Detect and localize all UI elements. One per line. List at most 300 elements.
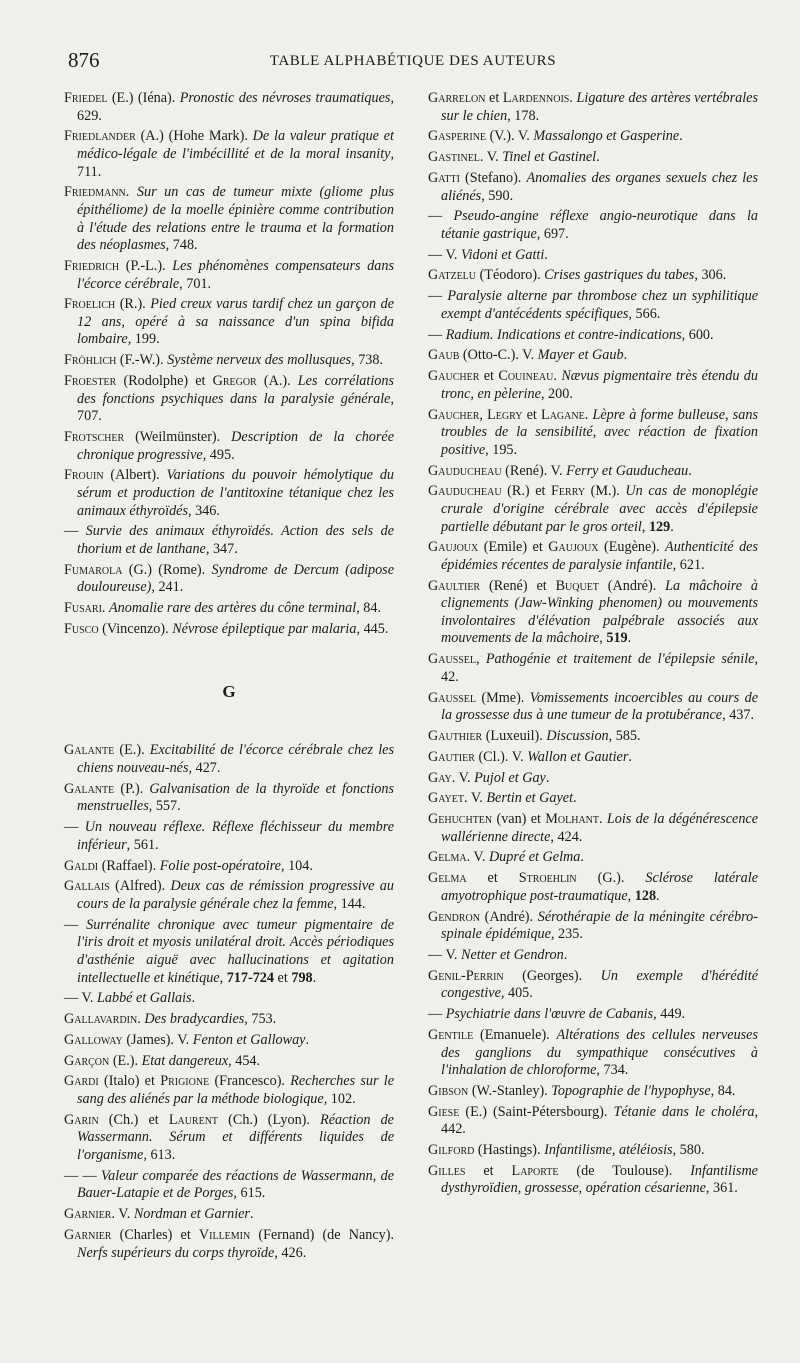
index-entry bbox=[428, 539, 758, 574]
index-entry bbox=[428, 1142, 758, 1160]
entry-text: , bbox=[479, 406, 488, 423]
author-name: Genil-Perrin bbox=[428, 967, 504, 984]
work-title: Survie des animaux éthyroïdés. Action des sels de thorium et de lanthane bbox=[77, 523, 395, 557]
work-title: Ferry et Gauducheau bbox=[566, 462, 689, 479]
author-name: Laurent bbox=[168, 1111, 219, 1128]
work-title: Massalongo et Gasperine bbox=[533, 128, 680, 145]
author-name: Gauducheau bbox=[428, 483, 502, 500]
entry-text: , 707. bbox=[77, 390, 394, 425]
entry-text: (E.). bbox=[109, 1052, 142, 1069]
index-entry bbox=[64, 467, 394, 520]
entry-text: , 734. bbox=[596, 1062, 629, 1079]
index-entry bbox=[428, 749, 758, 767]
entry-text: (E.). bbox=[114, 742, 150, 759]
work-title: Fenton et Galloway bbox=[192, 1031, 306, 1048]
entry-text: , 561. bbox=[126, 836, 159, 853]
work-title: La mâchoire à clignements (Jaw-Winking phenomen) ou mouvements involontaires d'élévation palpébrale associés aux mouvements de la mâchoire bbox=[441, 577, 759, 647]
work-title: Altérations des cellules nerveuses des ganglions du sympathique consécutives à l'inhalation de chloroforme bbox=[441, 1026, 758, 1079]
index-entry bbox=[428, 288, 758, 323]
entry-text: (Cl.). V. bbox=[474, 748, 528, 765]
entry-text: , 346. bbox=[187, 502, 220, 519]
work-title: Nordman et Garnier bbox=[133, 1206, 250, 1223]
entry-text: (W.-Stanley). bbox=[468, 1082, 552, 1099]
entry-text: — bbox=[428, 326, 446, 343]
entry-text: . V. bbox=[111, 1206, 134, 1223]
index-entry bbox=[64, 373, 394, 426]
entry-text: (van) et bbox=[492, 811, 546, 828]
entry-text: (E.) (Saint-Pétersbourg). bbox=[459, 1103, 614, 1120]
index-entry bbox=[428, 578, 758, 648]
author-name: Couineau bbox=[498, 368, 554, 385]
author-name: Molhant bbox=[545, 811, 600, 828]
entry-text: . bbox=[305, 1031, 310, 1048]
entry-text: , 405. bbox=[500, 985, 533, 1002]
entry-text: (Vincenzo). bbox=[98, 620, 173, 637]
author-name: Gatzelu bbox=[428, 267, 477, 284]
left-column bbox=[64, 90, 394, 1265]
work-title: Valeur comparée des réactions de Wassermann, de Bauer-Latapie et de Porges bbox=[77, 1167, 394, 1202]
entry-text: (Charles) et bbox=[111, 1226, 199, 1243]
author-name: Gaujoux bbox=[428, 539, 479, 556]
author-name: Gallavardin bbox=[64, 1011, 138, 1028]
work-title: Labbé et Gallais bbox=[97, 990, 192, 1007]
entry-text: (Mme). bbox=[476, 689, 530, 706]
author-name: Gendron bbox=[428, 908, 480, 925]
index-entry bbox=[64, 742, 394, 777]
entry-text: (E.) (Iéna). bbox=[107, 90, 180, 106]
entry-text: (V.). V. bbox=[486, 128, 534, 145]
page-ref-bold: 128 bbox=[634, 887, 657, 904]
work-title: Ligature des artères vertébrales sur le chien bbox=[441, 90, 758, 124]
index-entry bbox=[428, 247, 758, 265]
work-title: Psychiatrie dans l'œuvre de Cabanis bbox=[445, 1006, 654, 1023]
entry-text: , bbox=[627, 887, 635, 904]
index-entry bbox=[64, 1053, 394, 1071]
entry-text: — bbox=[64, 819, 85, 836]
entry-text: , 241. bbox=[151, 579, 184, 596]
entry-text: — V. bbox=[428, 246, 461, 263]
entry-text: (Téodoro). bbox=[476, 267, 545, 284]
author-name: Garrelon bbox=[428, 90, 486, 106]
entry-text: et bbox=[466, 870, 519, 887]
work-title: Deux cas de rémission progressive au cours de la paralysie générale chez la femme bbox=[77, 878, 394, 912]
entry-text: (André). bbox=[479, 908, 538, 925]
entry-text: . V. bbox=[466, 849, 489, 866]
entry-text: , 711. bbox=[77, 145, 394, 180]
work-title: Wallon et Gautier bbox=[527, 748, 629, 765]
entry-text: , 445. bbox=[356, 620, 389, 637]
author-name: Gregor bbox=[212, 373, 257, 390]
work-title: Infantilisme, atéléiosis bbox=[544, 1142, 673, 1159]
entry-text: , 361. bbox=[705, 1180, 738, 1197]
entry-text: , 102. bbox=[323, 1091, 356, 1108]
entry-text: . bbox=[563, 947, 568, 963]
work-title: Névrose épileptique par malaria bbox=[172, 620, 357, 637]
index-entry bbox=[64, 878, 394, 913]
author-name: Lardennois bbox=[502, 90, 570, 106]
author-name: Fumarola bbox=[64, 561, 123, 578]
entry-text: — bbox=[64, 523, 86, 540]
entry-text: — — bbox=[64, 1167, 102, 1184]
page-ref-bold: 129 bbox=[648, 518, 671, 535]
author-name: Friedlander bbox=[64, 128, 136, 145]
index-entry bbox=[64, 781, 394, 816]
entry-text: , 613. bbox=[143, 1147, 176, 1163]
entry-text: et bbox=[479, 368, 499, 385]
entry-text: , 104. bbox=[280, 857, 313, 874]
entry-text: (G.) (Rome). bbox=[122, 561, 212, 578]
entry-text: , 557. bbox=[148, 798, 181, 815]
page-number: 876 bbox=[68, 48, 100, 72]
entry-text: . bbox=[596, 149, 600, 166]
index-entry bbox=[64, 429, 394, 464]
index-entry bbox=[428, 463, 758, 481]
work-title: Radium. Indications et contre-indications bbox=[445, 326, 682, 343]
entry-text: . bbox=[679, 128, 683, 145]
entry-text: . bbox=[545, 769, 550, 786]
entry-text: , 347. bbox=[205, 540, 238, 557]
entry-text: — V. bbox=[64, 990, 97, 1007]
work-title: Vidoni et Gatti bbox=[461, 246, 545, 263]
entry-text: . bbox=[627, 630, 632, 647]
entry-text: . bbox=[623, 347, 628, 364]
index-entry bbox=[64, 990, 394, 1008]
entry-text: . bbox=[125, 184, 137, 201]
entry-text: (Emanuele). bbox=[473, 1026, 557, 1043]
work-title: Authenticité des épidémies récentes de paralysie infantile bbox=[441, 539, 758, 573]
right-column bbox=[428, 90, 758, 1201]
entry-text: . V. bbox=[451, 769, 475, 786]
work-title: Tétanie dans le choléra bbox=[613, 1103, 755, 1120]
entry-text: (M.). bbox=[585, 483, 626, 500]
entry-text: et bbox=[522, 406, 542, 423]
work-title: Crises gastriques du tabes bbox=[544, 267, 695, 284]
index-entry bbox=[428, 1027, 758, 1080]
author-name: Gaussel bbox=[428, 689, 477, 706]
entry-text: . bbox=[584, 406, 593, 423]
entry-text: . bbox=[599, 811, 607, 828]
author-name: Laporte bbox=[511, 1162, 559, 1179]
work-title: De la valeur pratique et médico-légale de l'imbécillité et de la moral insanity bbox=[77, 128, 394, 162]
page-ref-bold: 717-724 bbox=[226, 969, 274, 986]
index-entry bbox=[64, 1032, 394, 1050]
author-name: Gatti bbox=[428, 169, 460, 186]
work-title: Pujol et Gay bbox=[474, 769, 546, 786]
entry-text: . bbox=[688, 462, 692, 479]
index-entry bbox=[428, 1163, 758, 1198]
entry-text: . V. bbox=[479, 149, 503, 166]
index-entry bbox=[64, 296, 394, 349]
entry-text: . bbox=[249, 1206, 254, 1223]
index-entry bbox=[428, 651, 758, 686]
index-entry bbox=[428, 690, 758, 725]
author-name: Froester bbox=[64, 373, 117, 390]
index-entry bbox=[64, 258, 394, 293]
entry-text: (Eugène). bbox=[598, 539, 666, 556]
index-entry bbox=[428, 128, 758, 146]
index-entry bbox=[64, 562, 394, 597]
index-entry bbox=[64, 523, 394, 558]
index-entry bbox=[428, 90, 758, 125]
entry-text: et bbox=[465, 1162, 512, 1179]
entry-text: , 424. bbox=[550, 828, 583, 845]
entry-text: . bbox=[569, 90, 577, 106]
author-name: Gauducheau bbox=[428, 462, 502, 479]
author-name: Gasperine bbox=[428, 128, 487, 145]
entry-text: . bbox=[191, 990, 196, 1007]
entry-text: , 615. bbox=[233, 1185, 266, 1202]
author-name: Froelich bbox=[64, 296, 116, 313]
index-entry bbox=[64, 184, 394, 254]
work-title: Variations du pouvoir hémolytique du sérum et production de l'antitoxine tétanique chez les animaux éthyroïdés bbox=[77, 467, 395, 519]
entry-text: , 42. bbox=[441, 651, 758, 685]
author-name: Galante bbox=[64, 780, 115, 797]
work-title: Les corrélations des fonctions psychiques dans la paralysie générale bbox=[77, 373, 394, 407]
entry-text: (Rodolphe) et bbox=[116, 373, 213, 390]
work-title: Vomissements incoercibles au cours de la grossesse dus à une tumeur de la protubérance bbox=[441, 689, 758, 724]
author-name: Ferry bbox=[551, 483, 586, 500]
work-title: Topographie de l'hypophyse bbox=[551, 1082, 711, 1099]
work-title: Sclérose latérale amyotrophique post-traumatique bbox=[441, 870, 758, 904]
index-entry bbox=[428, 909, 758, 944]
index-entry bbox=[428, 811, 758, 846]
work-title: Système nerveux des mollusques bbox=[167, 352, 352, 369]
entry-text: , 84. bbox=[710, 1082, 736, 1099]
entry-text: — V. bbox=[428, 947, 461, 963]
author-name: Galdi bbox=[64, 857, 99, 874]
entry-text: , bbox=[641, 518, 649, 535]
entry-text: , 235. bbox=[550, 926, 583, 943]
work-title: Pronostic des névroses traumatiques bbox=[179, 90, 391, 106]
author-name: Gaussel bbox=[428, 651, 477, 668]
work-title: Anomalie rare des artères du cône terminal bbox=[109, 600, 357, 617]
author-name: Gehuchten bbox=[428, 811, 493, 828]
index-entry bbox=[428, 849, 758, 867]
index-entry bbox=[428, 870, 758, 905]
entry-text: . bbox=[628, 748, 632, 765]
index-entry bbox=[64, 917, 394, 987]
author-name: Garin bbox=[64, 1111, 99, 1128]
entry-text: (Italo) et bbox=[98, 1073, 161, 1090]
entry-text: , 590. bbox=[481, 187, 514, 204]
work-title: Des bradycardies bbox=[144, 1011, 245, 1028]
author-name: Fusari bbox=[64, 600, 102, 617]
author-name: Giese bbox=[428, 1103, 460, 1120]
author-name: Frotscher bbox=[64, 429, 125, 445]
index-entry bbox=[64, 128, 394, 181]
work-title: Paralysie alterne par thrombose chez un syphilitique exempt d'antécédents spécifiques bbox=[441, 288, 759, 322]
author-name: Friedmann bbox=[64, 184, 126, 201]
author-name: Garçon bbox=[64, 1052, 110, 1069]
index-entry bbox=[428, 170, 758, 205]
author-name: Gilford bbox=[428, 1142, 475, 1159]
entry-text: , 495. bbox=[202, 446, 235, 463]
index-entry bbox=[64, 1227, 394, 1262]
entry-text: (James). V. bbox=[122, 1031, 193, 1048]
page-ref-bold: 798 bbox=[291, 969, 313, 986]
work-title: Pied creux varus tardif chez un garçon de 12 ans, opéré à sa naissance d'un spina bifida lombaire bbox=[77, 296, 394, 348]
entry-text: , 195. bbox=[485, 441, 518, 458]
author-name: Stroehlin bbox=[518, 870, 577, 887]
work-title: Netter et Gendron bbox=[461, 947, 564, 963]
entry-text: , 629. bbox=[77, 90, 394, 124]
entry-text: (P.-L.). bbox=[119, 257, 173, 274]
entry-text: . bbox=[656, 887, 660, 904]
entry-text: , bbox=[599, 630, 607, 647]
author-name: Prigione bbox=[160, 1073, 210, 1090]
entry-text: (Ch.) (Lyon). bbox=[218, 1111, 321, 1128]
entry-text: (Otto-C.). V. bbox=[459, 347, 538, 364]
entry-text: (Fernand) (de Nancy). bbox=[250, 1226, 394, 1243]
entry-text: , 178. bbox=[507, 107, 540, 124]
entry-text: . bbox=[101, 600, 109, 617]
work-title: Sérothérapie de la méningite cérébro-spinale épidémique bbox=[441, 908, 758, 943]
work-title: Anomalies des organes sexuels chez les aliénés bbox=[441, 169, 758, 204]
author-name: Buquet bbox=[555, 577, 599, 594]
work-title: Dupré et Gelma bbox=[488, 849, 581, 866]
entry-text: , 697. bbox=[536, 225, 569, 242]
work-title: Tinel et Gastinel bbox=[502, 149, 597, 166]
entry-text: , 84. bbox=[356, 600, 382, 617]
entry-text: , 200. bbox=[540, 385, 573, 402]
author-name: Fröhlich bbox=[64, 352, 117, 369]
entry-text: (Stefano). bbox=[459, 169, 527, 186]
author-name: Gentile bbox=[428, 1026, 474, 1043]
index-entry bbox=[428, 728, 758, 746]
author-name: Galante bbox=[64, 742, 115, 759]
entry-text: et bbox=[274, 969, 292, 986]
index-entry bbox=[428, 267, 758, 285]
page-header bbox=[68, 44, 758, 80]
author-name: Friedel bbox=[64, 90, 108, 106]
entry-text: . bbox=[137, 1011, 145, 1028]
index-entry bbox=[64, 621, 394, 639]
entry-text: (R.). bbox=[115, 296, 151, 313]
entry-text: , 600. bbox=[681, 326, 714, 343]
author-name: Gelma bbox=[428, 849, 467, 866]
work-title: Sur un cas de tumeur mixte (gliome plus épithéliome) de la moelle épinière comme contribution à l'étude des relations entre le trauma et la formation des néoplasmes bbox=[77, 184, 395, 254]
work-title: Surrénalite chronique avec tumeur pigmentaire de l'iris droit et myosis unilatéral droit. Accès périodiques d'asthénie aiguë avec hallucinations et agitation intellectuelle et kinétique bbox=[77, 916, 394, 986]
entry-text: , 566. bbox=[628, 305, 661, 322]
entry-text: (Georges). bbox=[503, 967, 601, 984]
index-entry bbox=[64, 858, 394, 876]
entry-text: — bbox=[428, 208, 454, 225]
work-title: Nævus pigmentaire très étendu du tronc, en pèlerine bbox=[441, 368, 758, 402]
entry-text: , bbox=[219, 969, 227, 986]
entry-text: , 442. bbox=[441, 1103, 758, 1138]
author-name: Gardi bbox=[64, 1073, 99, 1090]
entry-text: , 738. bbox=[351, 352, 384, 369]
entry-text: , 585. bbox=[608, 727, 641, 744]
index-entry bbox=[64, 1112, 394, 1165]
work-title: Un cas de monoplégie crurale d'origine cérébrale avec accès d'épilepsie partielle débutant par le gros orteil bbox=[441, 483, 758, 535]
entry-text: , 580. bbox=[672, 1142, 705, 1159]
work-title: Excitabilité de l'écorce cérébrale chez les chiens nouveau-nés bbox=[77, 742, 394, 777]
author-name: Frouin bbox=[64, 467, 104, 484]
index-entry bbox=[64, 819, 394, 854]
entry-text: — bbox=[64, 916, 87, 933]
index-entry bbox=[428, 1006, 758, 1024]
index-entry bbox=[64, 600, 394, 618]
author-name: Gastinel bbox=[428, 149, 480, 166]
entry-text: (Luxeuil). bbox=[482, 727, 547, 744]
author-name: Gaub bbox=[428, 347, 460, 364]
entry-text: . bbox=[573, 790, 577, 807]
index-entry bbox=[428, 347, 758, 365]
work-title: Discussion bbox=[546, 727, 609, 744]
entry-text: (André). bbox=[598, 577, 666, 594]
index-entry bbox=[64, 1073, 394, 1108]
work-title: Mayer et Gaub bbox=[537, 347, 624, 364]
entry-text: . bbox=[670, 518, 674, 535]
entry-text: (Ch.) et bbox=[98, 1111, 169, 1128]
author-name: Lagane bbox=[541, 406, 585, 423]
index-entry bbox=[428, 790, 758, 808]
entry-text: , 701. bbox=[179, 275, 212, 292]
work-title: Réaction de Wassermann. Sérum et différents liquides de l'organisme bbox=[77, 1111, 394, 1163]
entry-text: (G.). bbox=[576, 870, 646, 887]
index-entry bbox=[64, 1168, 394, 1203]
entry-text: (René) et bbox=[480, 577, 556, 594]
author-name: Gilles bbox=[428, 1162, 466, 1179]
work-title: Lèpre à forme bulleuse, sans troubles de la sensibilité, avec réaction de fixation positive bbox=[441, 406, 759, 458]
running-title: TABLE ALPHABÉTIQUE DES AUTEURS bbox=[269, 53, 557, 69]
entry-text: , 426. bbox=[274, 1244, 307, 1261]
entry-text: (Hastings). bbox=[474, 1142, 545, 1159]
entry-text: . bbox=[544, 246, 548, 263]
author-name: Gautier bbox=[428, 748, 475, 765]
work-title: Description de la chorée chronique progressive bbox=[77, 429, 395, 463]
page-ref-bold: 519 bbox=[606, 630, 628, 647]
index-entry bbox=[428, 968, 758, 1003]
work-title: Les phénomènes compensateurs dans l'écorce cérébrale bbox=[77, 257, 394, 292]
author-name: Garnier bbox=[64, 1206, 112, 1223]
entry-text: (F.-W.). bbox=[116, 352, 168, 369]
author-name: Fusco bbox=[64, 620, 99, 637]
index-entry bbox=[64, 1011, 394, 1029]
entry-text: (Francesco). bbox=[209, 1073, 291, 1090]
entry-text: (R.) et bbox=[501, 483, 552, 500]
entry-text: . bbox=[580, 849, 584, 866]
author-name: Gaujoux bbox=[548, 539, 599, 556]
entry-text: (Emile) et bbox=[478, 539, 549, 556]
author-name: Gallais bbox=[64, 878, 110, 895]
work-title: Etat dangereux bbox=[141, 1052, 229, 1069]
index-entry bbox=[428, 208, 758, 243]
work-title: Pseudo-angine réflexe angio-neurotique dans la tétanie gastrique bbox=[441, 208, 758, 242]
entry-text: . bbox=[312, 969, 317, 986]
author-name: Gibson bbox=[428, 1082, 469, 1099]
entry-text: , bbox=[476, 651, 486, 668]
entry-text: , 454. bbox=[228, 1052, 261, 1069]
index-entry bbox=[428, 483, 758, 536]
author-name: Gaucher bbox=[428, 368, 480, 385]
work-title: Folie post-opératoire bbox=[159, 857, 281, 874]
entry-text: , 199. bbox=[127, 331, 160, 348]
author-name: Gaucher bbox=[428, 406, 480, 423]
author-name: Gayet bbox=[428, 790, 464, 807]
index-entry bbox=[428, 1083, 758, 1101]
entry-text: . bbox=[553, 368, 562, 385]
work-title: Lois de la dégénérescence wallérienne directe bbox=[441, 811, 759, 845]
author-name: Gaultier bbox=[428, 577, 481, 594]
work-title: Pathogénie et traitement de l'épilepsie sénile bbox=[485, 651, 755, 668]
index-entry bbox=[428, 327, 758, 345]
entry-text: , 748. bbox=[165, 237, 198, 254]
section-letter-heading: G bbox=[222, 682, 236, 702]
author-name: Gauthier bbox=[428, 727, 483, 744]
entry-text: — bbox=[428, 1006, 446, 1023]
